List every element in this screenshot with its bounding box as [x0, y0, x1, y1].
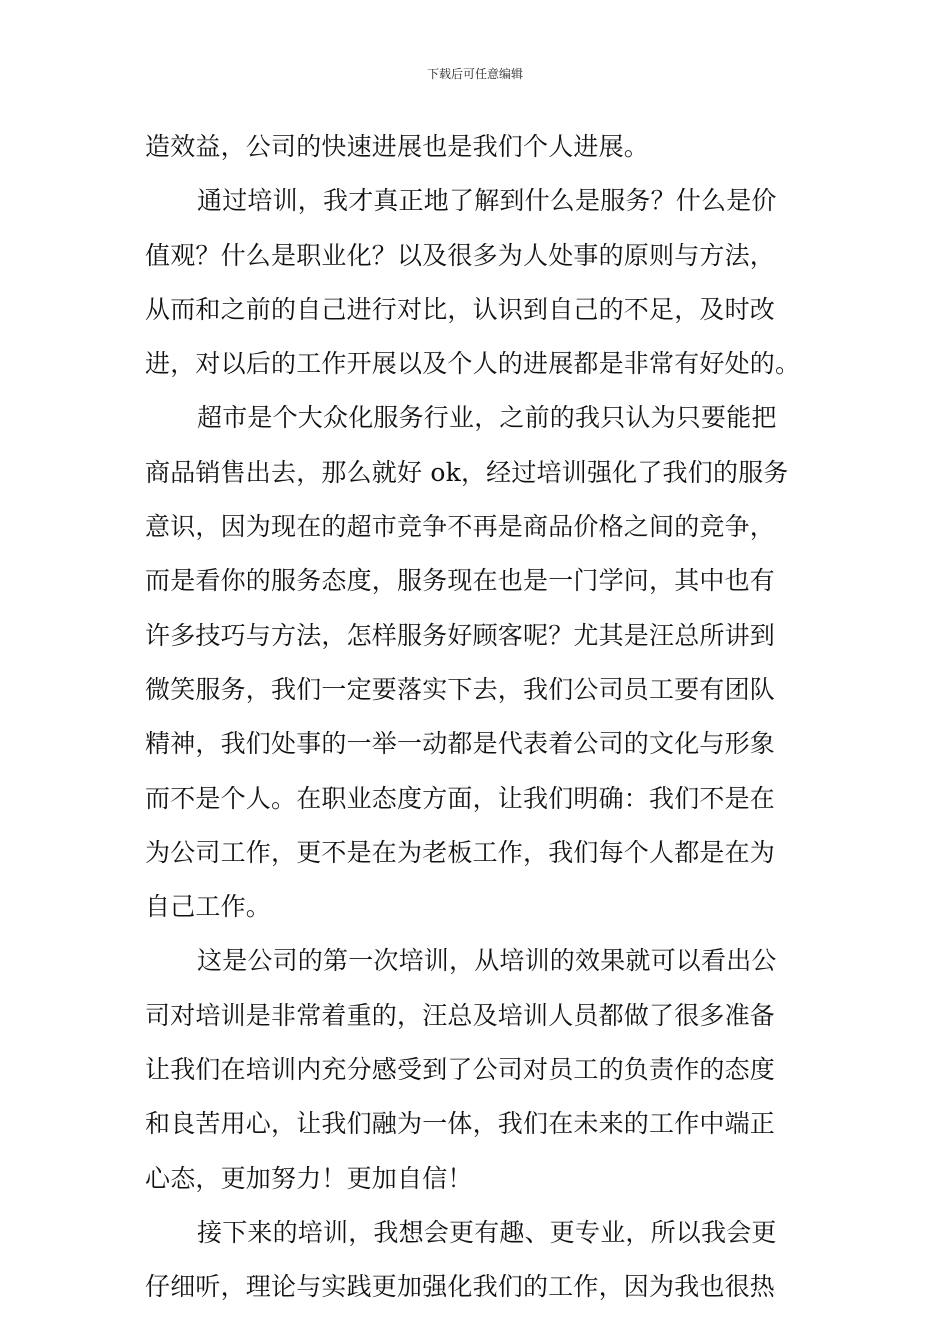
text-line: 而是看你的服务态度，服务现在也是一门学问，其中也有	[145, 566, 776, 596]
text-line: 为公司工作，更不是在为老板工作，我们每个人都是在为	[145, 837, 776, 867]
text-line: 自己工作。	[145, 892, 272, 922]
text-line: 超市是个大众化服务行业，之前的我只认为只要能把	[197, 403, 777, 433]
text-line: 而不是个人。在职业态度方面，让我们明确：我们不是在	[145, 783, 776, 813]
page-header: 下载后可任意编辑	[426, 67, 523, 81]
text-line: 从而和之前的自己进行对比，认识到自己的不足，及时改	[145, 294, 776, 324]
text-line: 仔细听，理论与实践更加强化我们的工作，因为我也很热	[145, 1272, 776, 1302]
text-line: 通过培训，我才真正地了解到什么是服务？什么是价	[197, 186, 777, 216]
text-line: 意识，因为现在的超市竞争不再是商品价格之间的竞争，	[145, 512, 776, 542]
text-line: 造效益，公司的快速进展也是我们个人进展。	[145, 132, 650, 161]
text-line: 许多技巧与方法，怎样服务好顾客呢？尤其是汪总所讲到	[145, 620, 776, 650]
text-line: 值观？什么是职业化？以及很多为人处事的原则与方法，	[145, 240, 776, 270]
text-line: 让我们在培训内充分感受到了公司对员工的负责作的态度	[145, 1055, 776, 1085]
text-line: 司对培训是非常着重的，汪总及培训人员都做了很多准备	[145, 1000, 776, 1030]
text-line: 商品销售出去，那么就好 ok，经过培训强化了我们的服务	[145, 457, 789, 487]
document-body	[145, 120, 805, 1315]
text-line: 精神，我们处事的一举一动都是代表着公司的文化与形象	[145, 729, 776, 759]
text-line: 进，对以后的工作开展以及个人的进展都是非常有好处的。	[145, 349, 801, 379]
text-line: 微笑服务，我们一定要落实下去，我们公司员工要有团队	[145, 674, 776, 704]
text-line: 这是公司的第一次培训，从培训的效果就可以看出公	[197, 946, 777, 976]
text-line: 心态，更加努力！更加自信！	[145, 1163, 473, 1193]
text-line: 接下来的培训，我想会更有趣、更专业，所以我会更	[197, 1217, 777, 1247]
text-line: 和良苦用心，让我们融为一体，我们在未来的工作中端正	[145, 1109, 776, 1139]
